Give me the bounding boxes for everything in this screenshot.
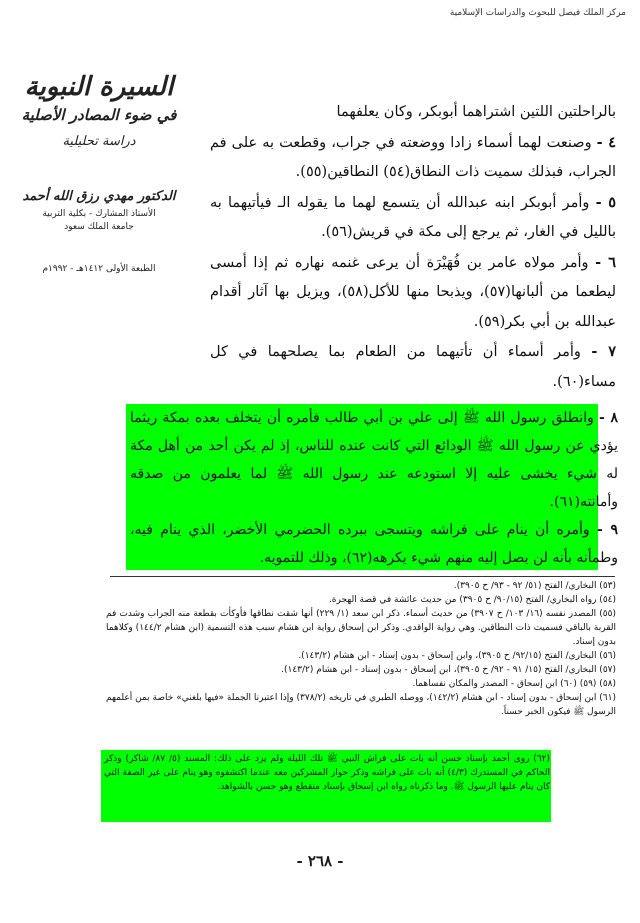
paragraph-number: ٨ - (599, 410, 619, 426)
book-subtitle: في ضوء المصادر الأصلية (21, 106, 177, 124)
author-name: الدكتور مهدي رزق الله أحمد (22, 189, 176, 204)
book-genre: دراسة تحليلية (62, 134, 136, 149)
page-number: - ٢٦٨ - (296, 852, 344, 870)
main-body-text (210, 98, 616, 397)
paragraph-6: ٦ - وأمر مولاه عامر بن فُهَيْرَة أن يرعى غنمه نهاره ثم إذا أمسى ليطعما من ألبانها(٥٧)، ويذبحا منها للأكل(٥٨)، ويزيل بها آثار أقدام عبدالله بن أبي بكر(٥٩). (210, 253, 616, 330)
footnote-57: (٥٧) البخاري/ الفتح (١٥/ ٩١ - ٩٢/ ح ٣٩٠٥)، ابن إسحاق - بدون إسناد - ابن هشام (١٤٣/٢). (281, 665, 616, 675)
footnote-61: (٦١) ابن إسحاق - بدون إسناد - ابن هشام (١٤٢/٢)، ووصله الطبري في تاريخه (٣٧٨/٢) وإذا اعتبرنا الجملة «فيها بلغني» خاصة بمن أعلمهم الرسول ﷺ فيكون الخبر حسناً. (106, 693, 616, 717)
paragraph-5: ٥ - وأمر أبوبكر ابنه عبدالله أن يتسمع لهما ما يقوله الـ فيأتيهما به بالليل في الغار، ثم يرجع إلى مكة في قريش(٥٦). (210, 193, 617, 240)
book-title: السيرة النبوية (24, 72, 174, 102)
footnote-58: (٥٨) (٥٩) (٦٠) ابن إسحاق - المصدر والمكان نفساهما. (412, 679, 616, 689)
footnote-56: (٥٦) البخاري/ الفتح (٩٢/١٥/ ح ٣٩٠٥)، وابن إسحاق - بدون إسناد - ابن هشام (١٤٣/٢). (298, 651, 616, 661)
highlighted-paragraphs (130, 404, 618, 572)
footnotes (106, 579, 616, 719)
paragraph-number: ٧ - (591, 343, 616, 360)
paragraph-8: ٨ - وانطلق رسول الله ﷺ إلى علي بن أبي طالب فأمره أن يتخلف بعده بمكة ريثما يؤدي عن رسول الله ﷺ الودائع التي كانت عنده للناس، إذ لم يكن أحد من أهل مكة له شيء يخشى عليه إلا استودعه عند رسول الله ﷺ لما يعلمون من صدقه وأمانته(٦١). (130, 410, 619, 510)
paragraph-intro: بالراحلتين اللتين اشتراهما أبوبكر، وكان يعلفهما (336, 104, 616, 120)
author-position: الأستاذ المشارك - بكلية التربية (42, 209, 156, 219)
paragraph-number: ٩ - (596, 522, 619, 538)
edition-info: الطبعة الأولى ١٤١٢هـ - ١٩٩٢م (42, 264, 156, 274)
footnote-62: (٦٢) روى أحمد بإسناد حسن أنه بات على فراش النبي ﷺ تلك الليلة ولم يزد على ذلك: المسند (٥/ ٨٧/ شاكر) وذكر الحاكم في المستدرك (٤/٣) أنه بات على فراشه وذكر حوار المشركين معه عندما اكتشفوه وهو ينام على غير الصفة التي كان ينام عليها الرسول ﷺ. وما ذكرناه رواه ابن إسحاق بإسناد منقطع وهو حسن بالشواهد. (104, 754, 550, 792)
footnote-54: (٥٤) رواه البخاري/ الفتح (٩٠/١٥/ ح ٣٩٠٥) من حديث عائشة في قصة الهجرة. (328, 595, 616, 605)
site-header: مركز الملك فيصل للبحوث والدراسات الإسلامية (449, 8, 626, 18)
footnote-55: (٥٥) المصدر نفسه (١٦/ ١٠٣/ ح ٣٩٠٧) من حديث أسماء. ذكر ابن سعد (١/ ٢٢٩) أنها شقت نطاقها فأوكأت بقطعة منه الجراب وشدت فم القربة بالباقي فسميت ذات النطاقين. وهي رواية الواقدي. وذكر ابن إسحاق رواية ابن هشام سبب هذه التسمية (ابن هشام ١٤٤/٢) وكلاهما بدون إسناد. (106, 609, 616, 647)
paragraph-9: ٩ - وأمره أن ينام على فراشه ويتسجى ببرده الحضرمي الأخضر، الذي ينام فيه، وطمأنه بأنه لن يصل إليه منهم شيء يكرهه(٦٢)، وذلك للتمويه. (130, 522, 619, 566)
paragraph-4: ٤ - وصنعت لهما أسماء زادا ووضعته في جراب، وقطعت به على فم الجراب، فبذلك سميت ذات النطاق(٥٤) النطاقين(٥٥). (210, 133, 616, 180)
paragraph-number: ٥ - (595, 193, 617, 211)
book-sidebar (14, 72, 184, 274)
paragraph-number: ٦ - (595, 253, 616, 271)
author-university: جامعة الملك سعود (64, 222, 134, 232)
footnote-53: (٥٣) البخاري/ الفتح (٥١/ ٩٢ - ٩٣/ ح ٣٩٠٥). (453, 581, 616, 591)
footnote-divider (110, 576, 615, 577)
paragraph-number: ٤ - (596, 133, 616, 151)
paragraph-7: ٧ - وأمر أسماء أن تأتيهما من الطعام بما يصلحهما في كل مساء(٦٠). (210, 343, 616, 390)
